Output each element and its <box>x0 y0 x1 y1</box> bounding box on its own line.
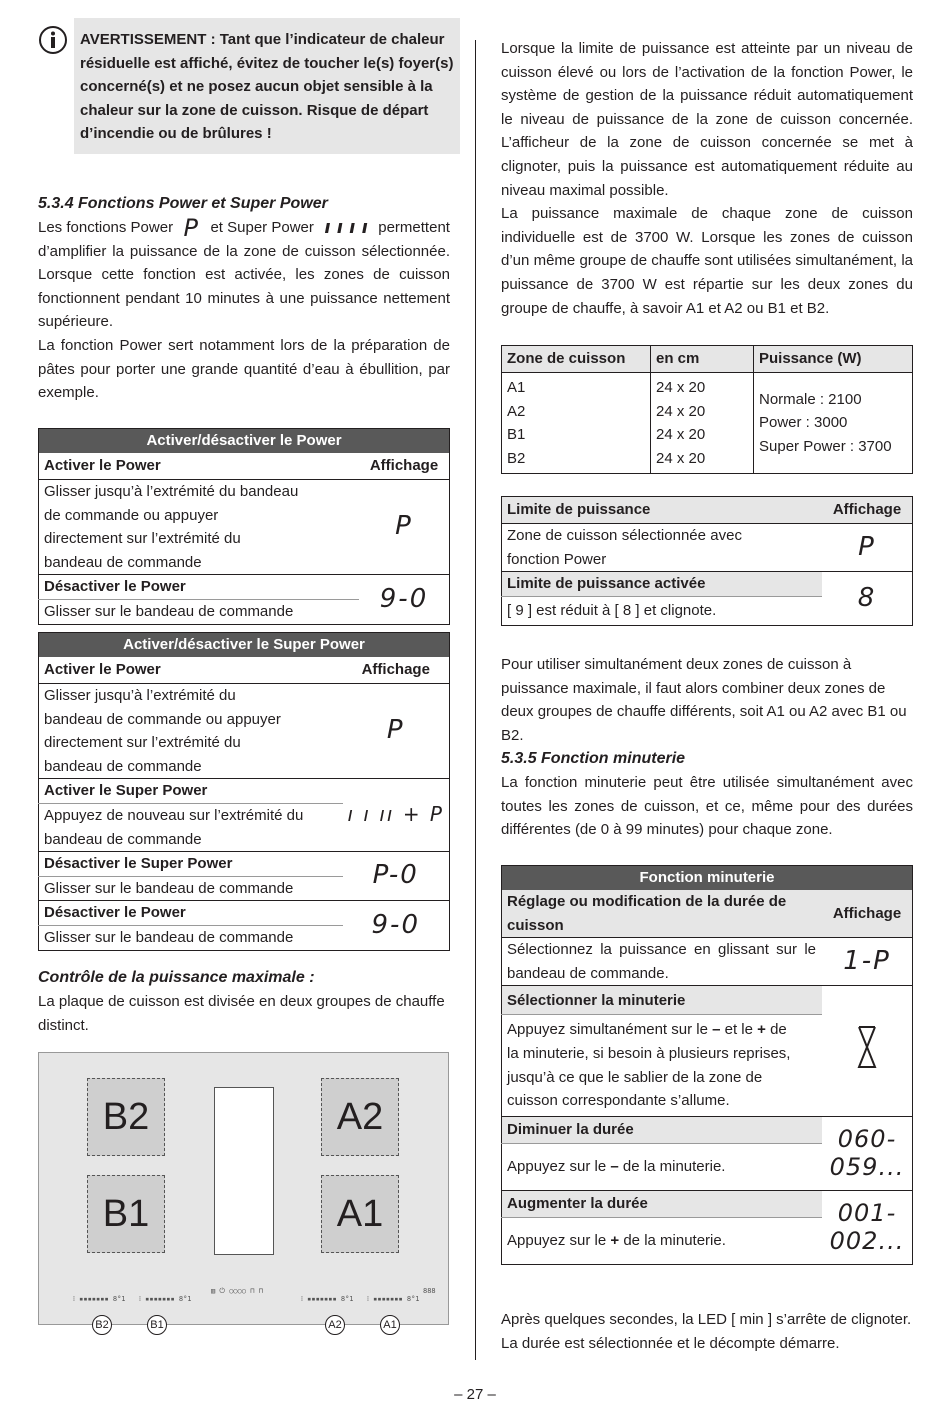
slider-b1: ⁞ ▪▪▪▪▪▪▪ 8°1 <box>139 1295 192 1303</box>
superpower-table: Activer/désactiver le Super Power Activer le Power Affichage Glisser jusqu’à l’extrémité du bandeau de commande ou appuyer directement sur l’extrémité du bandeau de commande P Activer le Super Power ı ı ıı + P Appuyez de nouveau sur l’extrémité du bandeau de commande Désactiver le Super Power P-0 Glisser sur le bandeau de commande Désactiver le Power 9-0 Glisser sur le bandeau de commande <box>38 632 450 951</box>
column-divider <box>475 40 476 1360</box>
power-display-90: 9-0 <box>379 583 429 614</box>
timer-table: Fonction minuterie Réglage ou modification de la durée de cuisson Affichage Sélectionnez la puissance en glissant sur le bandeau de commande. 1-P Sélectionner la minuterie Appuyez simultanément sur le – et le + de la minuterie, si besoin à plusieurs reprises, jusqu’à ce que le sablier de la zone de cuisson correspondante s’allume. Diminuer la durée 060- 059... Appuyez sur le – de la minuterie. Augmenter la durée 001- 002... Appuyez sur le + de la minuterie. <box>501 865 913 1265</box>
label-b1: B1 <box>147 1315 167 1335</box>
label-b2: B2 <box>92 1315 112 1335</box>
cooktop-diagram <box>38 1052 449 1325</box>
zone-a2: A2 <box>321 1078 399 1156</box>
warning-text: AVERTISSEMENT : Tant que l’indicateur de chaleur résiduelle est affiché, évitez de toucher le(s) foyer(s) concerné(s) et ne posez aucun objet sensible à la chaleur sur la zone de cuisson. Risque de départ d’incendie ou de brûlures ! <box>80 31 454 143</box>
combine-text: Pour utiliser simultanément deux zones de cuisson à puissance maximale, il faut alors combiner deux zones de deux groupes de chauffe différents, soit A1 ou A2 avec B1 ou B2. <box>501 656 907 744</box>
section-535-title: 5.3.5 Fonction minuterie <box>501 750 686 767</box>
slider-a2: ⁞ ▪▪▪▪▪▪▪ 8°1 <box>301 1295 354 1303</box>
center-controls: ▥ ⏻ ○○○○ ⊓ ⊓ <box>211 1287 263 1295</box>
hourglass-icon <box>822 986 913 1116</box>
superpower-table-title: Activer/désactiver le Super Power <box>39 633 450 658</box>
controle-title: Contrôle de la puissance maximale : <box>38 969 315 986</box>
label-a2: A2 <box>325 1315 345 1335</box>
power-limit-text: Lorsque la limite de puissance est atteinte par un niveau de cuisson élevé ou lors de l’activation de la fonction Power, le système de gestion de la puissance réduit automatiquement le niveau de puissance de la zone de cuisson concernée. L’afficheur de la zone de cuisson concernée se met à clignoter, puis la puissance est automatiquement réduite au niveau maximal possible. La puissance maximale de chaque zone de cuisson individuelle est de 3700 W. Lorsque les zones de cuisson d’un même groupe de chauffe sont utilisées simultanément, la puissance de 3700 W est répartie sur les deux zones du groupe de chauffe, à savoir A1 et A2 ou B1 et B2. <box>501 40 913 317</box>
controle-text: La plaque de cuisson est divisée en deux groupes de chauffe distinct. <box>38 993 445 1034</box>
zones-table: Zone de cuisson en cm Puissance (W) A1 A2 B1 B2 24 x 20 24 x 20 24 x 20 24 x 20 Normale : 2100 Power : 3000 Super Power : 3700 <box>501 345 913 474</box>
section-534-title: 5.3.4 Fonctions Power et Super Power <box>38 195 328 212</box>
timer-display: 888 <box>423 1287 436 1295</box>
section-535-text: La fonction minuterie peut être utilisée simultanément avec toutes les zones de cuisson, et ce, même pour des durées différentes (de 0 à 99 minutes) pour chaque zone. <box>501 774 913 839</box>
power-table-title: Activer/désactiver le Power <box>39 429 450 454</box>
power-display-p: P <box>395 511 413 542</box>
super-power-symbol: ı ı ı ı <box>324 216 368 238</box>
superpower-display: ı ı ıı + P <box>347 802 444 827</box>
label-a1: A1 <box>380 1315 400 1335</box>
page-number: – 27 – <box>454 1386 496 1403</box>
bridge-zone <box>214 1087 274 1255</box>
slider-b2: ⁞ ▪▪▪▪▪▪▪ 8°1 <box>73 1295 126 1303</box>
limit-table: Limite de puissance Affichage Zone de cuisson sélectionnée avec fonction Power P Limite de puissance activée 8 [ 9 ] est réduit à [ 8 ] et clignote. <box>501 496 913 626</box>
zone-b1: B1 <box>87 1175 165 1253</box>
info-icon <box>38 25 68 55</box>
power-symbol: P <box>183 213 201 242</box>
section-534-body: Les fonctions Power P et Super Power ı ı ı ı permettent d’amplifier la puissance de la zone de cuisson sélectionnée. Lorsque cette fonction est activée, les zones de cuisson fonctionnent pendant 10 minutes à une puissance nettement supérieure. La fonction Power sert notamment lors de la préparation de pâtes pour porter une grande quantité d’eau à ébullition, par exemple. <box>38 213 450 402</box>
zone-a1: A1 <box>321 1175 399 1253</box>
power-table: Activer/désactiver le Power Activer le Power Affichage Glisser jusqu’à l’extrémité du bandeau de commande ou appuyer directement sur l’extrémité du bandeau de commande P Désactiver le Power 9-0 Glisser sur le bandeau de commande <box>38 428 450 625</box>
zone-b2: B2 <box>87 1078 165 1156</box>
slider-a1: ⁞ ▪▪▪▪▪▪▪ 8°1 <box>367 1295 420 1303</box>
power-row1-text: Glisser jusqu’à l’extrémité du bandeau de commande ou appuyer directement sur l’extrémité du bandeau de commande <box>44 483 299 571</box>
final-paragraph: Après quelques secondes, la LED [ min ] s’arrête de clignoter. La durée est sélectionnée et le décompte démarre. <box>501 1311 912 1352</box>
